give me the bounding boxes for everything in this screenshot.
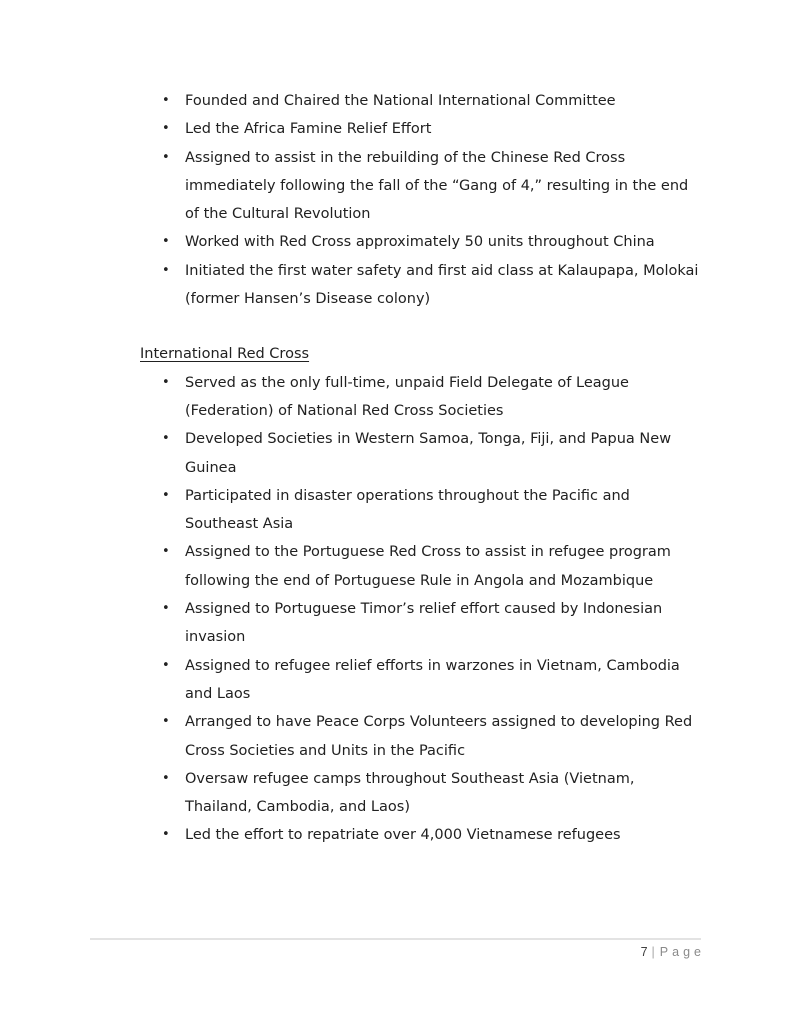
- bullet-icon: •: [162, 431, 170, 447]
- list-item: [140, 595, 701, 652]
- bullet-text: Served as the only full-time, unpaid Field Delegate of League (Federation) of National Red Cross Societies: [185, 374, 629, 419]
- bullet-text: Assigned to assist in the rebuilding of the Chinese Red Cross immediately following the fall of the “Gang of 4,” resulting in the end of the Cultural Revolution: [185, 149, 689, 223]
- bullet-list-section-2: [140, 369, 701, 850]
- bullet-text: Initiated the first water safety and first aid class at Kalaupapa, Molokai (former Hansen’s Disease colony): [185, 262, 699, 308]
- list-item: [140, 652, 701, 709]
- list-item: [140, 821, 701, 849]
- bullet-text: Assigned to the Portuguese Red Cross to assist in refugee program following the end of Portuguese Rule in Angola and Mozambique: [185, 544, 671, 589]
- document-body: [140, 87, 701, 850]
- bullet-icon: •: [162, 93, 170, 108]
- bullet-list-section-1: [140, 87, 701, 313]
- footer-separator: |: [651, 945, 655, 959]
- list-item: [140, 369, 701, 426]
- bullet-icon: •: [162, 374, 170, 390]
- bullet-text: Oversaw refugee camps throughout Southeast Asia (Vietnam, Thailand, Cambodia, and Laos): [185, 770, 635, 816]
- list-item: [140, 87, 701, 115]
- page-footer: [90, 938, 705, 959]
- bullet-icon: •: [162, 544, 170, 560]
- bullet-text: Led the effort to repatriate over 4,000 Vietnamese refugees: [185, 827, 621, 844]
- bullet-text: Arranged to have Peace Corps Volunteers assigned to developing Red Cross Societies and Units in the Pacific: [185, 714, 693, 759]
- footer-page-label: Page: [659, 945, 705, 959]
- bullet-text: Founded and Chaired the National International Committee: [185, 93, 616, 109]
- bullet-icon: •: [162, 487, 170, 503]
- page-number: 7: [640, 945, 649, 959]
- bullet-icon: •: [162, 262, 170, 278]
- bullet-icon: •: [162, 714, 170, 730]
- list-item: [140, 144, 701, 229]
- bullet-text: Led the Africa Famine Relief Effort: [185, 121, 432, 138]
- list-item: [140, 115, 701, 143]
- bullet-text: Participated in disaster operations throughout the Pacific and Southeast Asia: [185, 487, 630, 533]
- bullet-icon: •: [162, 234, 170, 250]
- list-item: [140, 538, 701, 595]
- bullet-icon: •: [162, 121, 170, 137]
- list-item: [140, 708, 701, 765]
- bullet-text: Worked with Red Cross approximately 50 units throughout China: [185, 234, 655, 251]
- section-heading-international-red-cross: International Red Cross: [140, 346, 310, 363]
- list-item: [140, 228, 701, 256]
- bullet-icon: •: [162, 770, 170, 786]
- list-item: [140, 257, 701, 314]
- bullet-icon: •: [162, 601, 170, 617]
- list-item: [140, 482, 701, 539]
- list-item: [140, 425, 701, 482]
- list-item: [140, 765, 701, 822]
- bullet-text: Developed Societies in Western Samoa, Tonga, Fiji, and Papua New Guinea: [185, 431, 672, 476]
- bullet-icon: •: [162, 657, 170, 673]
- bullet-icon: •: [162, 827, 170, 843]
- bullet-text: Assigned to refugee relief efforts in warzones in Vietnam, Cambodia and Laos: [185, 657, 680, 702]
- bullet-text: Assigned to Portuguese Timor’s relief effort caused by Indonesian invasion: [185, 601, 663, 646]
- bullet-icon: •: [162, 149, 170, 165]
